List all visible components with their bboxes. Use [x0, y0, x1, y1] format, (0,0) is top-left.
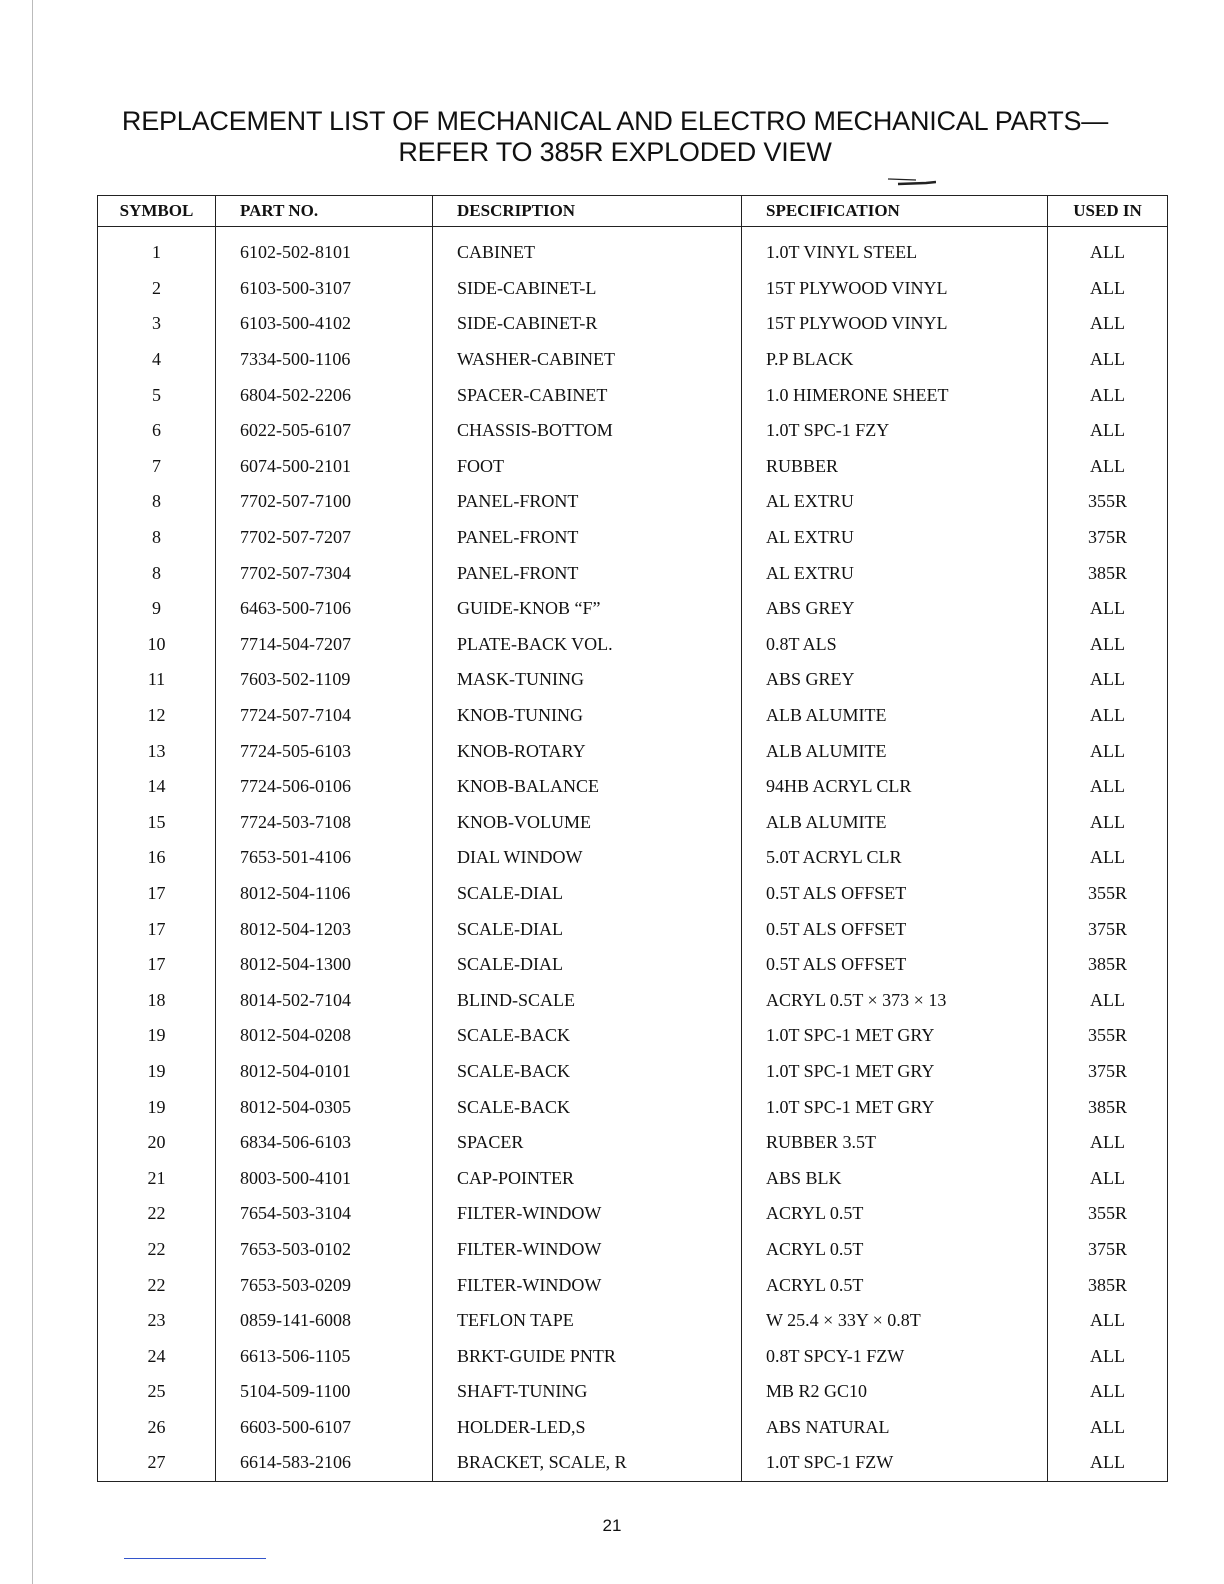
- parts-table-body: [98, 235, 1168, 1481]
- table-row: [98, 1089, 1168, 1125]
- cell-part-no: 6603-500-6107: [216, 1410, 433, 1446]
- cell-part-no: 8012-504-1300: [216, 947, 433, 983]
- cell-part-no: 6463-500-7106: [216, 591, 433, 627]
- table-row: [98, 627, 1168, 663]
- table-row: [98, 911, 1168, 947]
- header-symbol: SYMBOL: [98, 196, 216, 227]
- cell-specification: MB R2 GC10: [742, 1374, 1048, 1410]
- cell-used-in: ALL: [1048, 1338, 1168, 1374]
- cell-used-in: ALL: [1048, 662, 1168, 698]
- cell-symbol: 4: [98, 342, 216, 378]
- scan-margin-line: [32, 0, 33, 1584]
- table-row: [98, 1160, 1168, 1196]
- cell-part-no: 6834-506-6103: [216, 1125, 433, 1161]
- table-row: [98, 1410, 1168, 1446]
- cell-used-in: ALL: [1048, 271, 1168, 307]
- cell-used-in: 355R: [1048, 1018, 1168, 1054]
- table-row: [98, 306, 1168, 342]
- cell-symbol: 17: [98, 876, 216, 912]
- cell-part-no: 7724-503-7108: [216, 805, 433, 841]
- cell-description: SCALE-BACK: [433, 1018, 742, 1054]
- cell-description: SPACER-CABINET: [433, 377, 742, 413]
- cell-description: DIAL WINDOW: [433, 840, 742, 876]
- table-row: [98, 342, 1168, 378]
- cell-part-no: 7702-507-7304: [216, 555, 433, 591]
- cell-used-in: ALL: [1048, 840, 1168, 876]
- cell-description: CHASSIS-BOTTOM: [433, 413, 742, 449]
- cell-description: FILTER-WINDOW: [433, 1232, 742, 1268]
- cell-description: FILTER-WINDOW: [433, 1267, 742, 1303]
- cell-specification: AL EXTRU: [742, 555, 1048, 591]
- header-used-in: USED IN: [1048, 196, 1168, 227]
- cell-specification: 1.0 HIMERONE SHEET: [742, 377, 1048, 413]
- cell-specification: ALB ALUMITE: [742, 733, 1048, 769]
- table-row: [98, 1054, 1168, 1090]
- cell-symbol: 19: [98, 1018, 216, 1054]
- cell-used-in: 355R: [1048, 876, 1168, 912]
- cell-specification: 0.5T ALS OFFSET: [742, 876, 1048, 912]
- cell-specification: ACRYL 0.5T: [742, 1232, 1048, 1268]
- cell-used-in: ALL: [1048, 698, 1168, 734]
- cell-specification: 0.5T ALS OFFSET: [742, 947, 1048, 983]
- title-line-2: REFER TO 385R EXPLODED VIEW: [398, 137, 832, 167]
- table-header-row: [98, 196, 1168, 227]
- cell-description: PANEL-FRONT: [433, 520, 742, 556]
- cell-part-no: 8003-500-4101: [216, 1160, 433, 1196]
- cell-part-no: 7702-507-7100: [216, 484, 433, 520]
- table-row: [98, 1018, 1168, 1054]
- cell-specification: ALB ALUMITE: [742, 805, 1048, 841]
- cell-part-no: 7653-503-0209: [216, 1267, 433, 1303]
- table-row: [98, 520, 1168, 556]
- cell-part-no: 6103-500-4102: [216, 306, 433, 342]
- cell-symbol: 17: [98, 911, 216, 947]
- cell-symbol: 11: [98, 662, 216, 698]
- cell-symbol: 16: [98, 840, 216, 876]
- cell-symbol: 12: [98, 698, 216, 734]
- cell-description: PANEL-FRONT: [433, 555, 742, 591]
- cell-symbol: 25: [98, 1374, 216, 1410]
- cell-specification: 1.0T SPC-1 MET GRY: [742, 1054, 1048, 1090]
- table-row: [98, 1374, 1168, 1410]
- cell-specification: 5.0T ACRYL CLR: [742, 840, 1048, 876]
- cell-used-in: 385R: [1048, 1089, 1168, 1125]
- cell-used-in: 385R: [1048, 1267, 1168, 1303]
- table-row: [98, 805, 1168, 841]
- cell-description: TEFLON TAPE: [433, 1303, 742, 1339]
- cell-description: CABINET: [433, 235, 742, 271]
- cell-part-no: 7724-506-0106: [216, 769, 433, 805]
- cell-description: SCALE-DIAL: [433, 876, 742, 912]
- table-row: [98, 449, 1168, 485]
- table-row: [98, 876, 1168, 912]
- cell-symbol: 8: [98, 555, 216, 591]
- page-number: 21: [602, 1516, 622, 1535]
- cell-part-no: 8014-502-7104: [216, 982, 433, 1018]
- cell-specification: AL EXTRU: [742, 484, 1048, 520]
- cell-part-no: 7334-500-1106: [216, 342, 433, 378]
- cell-used-in: 375R: [1048, 1232, 1168, 1268]
- cell-symbol: 1: [98, 235, 216, 271]
- cell-used-in: ALL: [1048, 342, 1168, 378]
- cell-symbol: 17: [98, 947, 216, 983]
- cell-specification: ABS NATURAL: [742, 1410, 1048, 1446]
- table-row: [98, 1338, 1168, 1374]
- cell-specification: RUBBER 3.5T: [742, 1125, 1048, 1161]
- cell-description: WASHER-CABINET: [433, 342, 742, 378]
- table-row: [98, 377, 1168, 413]
- cell-part-no: 7724-507-7104: [216, 698, 433, 734]
- cell-used-in: 355R: [1048, 484, 1168, 520]
- cell-specification: AL EXTRU: [742, 520, 1048, 556]
- cell-specification: 0.5T ALS OFFSET: [742, 911, 1048, 947]
- cell-used-in: ALL: [1048, 377, 1168, 413]
- cell-specification: ABS GREY: [742, 591, 1048, 627]
- cell-description: SCALE-BACK: [433, 1054, 742, 1090]
- cell-description: SCALE-DIAL: [433, 911, 742, 947]
- cell-description: SCALE-BACK: [433, 1089, 742, 1125]
- table-row: [98, 947, 1168, 983]
- cell-specification: ACRYL 0.5T: [742, 1267, 1048, 1303]
- cell-specification: 94HB ACRYL CLR: [742, 769, 1048, 805]
- cell-part-no: 8012-504-0208: [216, 1018, 433, 1054]
- header-part-no: PART NO.: [216, 196, 433, 227]
- table-row: [98, 555, 1168, 591]
- cell-part-no: 8012-504-1106: [216, 876, 433, 912]
- cell-part-no: 5104-509-1100: [216, 1374, 433, 1410]
- cell-part-no: 6022-505-6107: [216, 413, 433, 449]
- cell-used-in: ALL: [1048, 733, 1168, 769]
- cell-used-in: ALL: [1048, 627, 1168, 663]
- cell-part-no: 6804-502-2206: [216, 377, 433, 413]
- cell-part-no: 6074-500-2101: [216, 449, 433, 485]
- cell-specification: RUBBER: [742, 449, 1048, 485]
- header-specification: SPECIFICATION: [742, 196, 1048, 227]
- cell-symbol: 13: [98, 733, 216, 769]
- cell-symbol: 21: [98, 1160, 216, 1196]
- cell-description: BRACKET, SCALE, R: [433, 1445, 742, 1481]
- cell-part-no: 8012-504-0101: [216, 1054, 433, 1090]
- table-row: [98, 235, 1168, 271]
- cell-used-in: ALL: [1048, 1160, 1168, 1196]
- cell-part-no: 0859-141-6008: [216, 1303, 433, 1339]
- cell-used-in: ALL: [1048, 306, 1168, 342]
- cell-specification: W 25.4 × 33Y × 0.8T: [742, 1303, 1048, 1339]
- cell-symbol: 15: [98, 805, 216, 841]
- cell-symbol: 24: [98, 1338, 216, 1374]
- cell-description: SIDE-CABINET-L: [433, 271, 742, 307]
- cell-symbol: 3: [98, 306, 216, 342]
- cell-symbol: 14: [98, 769, 216, 805]
- cell-symbol: 8: [98, 484, 216, 520]
- cell-description: FOOT: [433, 449, 742, 485]
- cell-specification: 1.0T SPC-1 MET GRY: [742, 1089, 1048, 1125]
- page-title: [60, 106, 1170, 168]
- table-row: [98, 840, 1168, 876]
- cell-part-no: 6614-583-2106: [216, 1445, 433, 1481]
- cell-specification: ACRYL 0.5T × 373 × 13: [742, 982, 1048, 1018]
- cell-part-no: 6102-502-8101: [216, 235, 433, 271]
- cell-specification: 15T PLYWOOD VINYL: [742, 271, 1048, 307]
- cell-symbol: 8: [98, 520, 216, 556]
- cell-description: SCALE-DIAL: [433, 947, 742, 983]
- cell-specification: 1.0T VINYL STEEL: [742, 235, 1048, 271]
- table-row: [98, 1445, 1168, 1481]
- cell-description: GUIDE-KNOB “F”: [433, 591, 742, 627]
- cell-symbol: 19: [98, 1054, 216, 1090]
- cell-used-in: 355R: [1048, 1196, 1168, 1232]
- cell-used-in: ALL: [1048, 1445, 1168, 1481]
- cell-description: FILTER-WINDOW: [433, 1196, 742, 1232]
- cell-symbol: 22: [98, 1232, 216, 1268]
- cell-symbol: 20: [98, 1125, 216, 1161]
- cell-specification: 1.0T SPC-1 MET GRY: [742, 1018, 1048, 1054]
- cell-specification: 0.8T SPCY-1 FZW: [742, 1338, 1048, 1374]
- cell-specification: 15T PLYWOOD VINYL: [742, 306, 1048, 342]
- cell-description: HOLDER-LED,S: [433, 1410, 742, 1446]
- cell-used-in: 385R: [1048, 947, 1168, 983]
- title-line-1: REPLACEMENT LIST OF MECHANICAL AND ELECTRO MECHANICAL PARTS—: [121, 106, 1109, 136]
- cell-symbol: 6: [98, 413, 216, 449]
- cell-description: KNOB-TUNING: [433, 698, 742, 734]
- table-row: [98, 982, 1168, 1018]
- arrow-mark-icon: [886, 176, 936, 188]
- cell-symbol: 19: [98, 1089, 216, 1125]
- cell-symbol: 22: [98, 1267, 216, 1303]
- header-spacer: [98, 227, 1168, 236]
- cell-specification: ALB ALUMITE: [742, 698, 1048, 734]
- cell-description: SHAFT-TUNING: [433, 1374, 742, 1410]
- cell-symbol: 2: [98, 271, 216, 307]
- cell-part-no: 7724-505-6103: [216, 733, 433, 769]
- cell-description: KNOB-VOLUME: [433, 805, 742, 841]
- cell-used-in: ALL: [1048, 1303, 1168, 1339]
- cell-description: PLATE-BACK VOL.: [433, 627, 742, 663]
- cell-used-in: ALL: [1048, 413, 1168, 449]
- table-row: [98, 769, 1168, 805]
- cell-part-no: 7714-504-7207: [216, 627, 433, 663]
- cell-specification: ACRYL 0.5T: [742, 1196, 1048, 1232]
- cell-part-no: 7653-501-4106: [216, 840, 433, 876]
- cell-used-in: 375R: [1048, 911, 1168, 947]
- header-description: DESCRIPTION: [433, 196, 742, 227]
- cell-specification: ABS BLK: [742, 1160, 1048, 1196]
- cell-part-no: 7654-503-3104: [216, 1196, 433, 1232]
- cell-symbol: 27: [98, 1445, 216, 1481]
- cell-symbol: 10: [98, 627, 216, 663]
- cell-symbol: 18: [98, 982, 216, 1018]
- cell-part-no: 7702-507-7207: [216, 520, 433, 556]
- cell-symbol: 5: [98, 377, 216, 413]
- cell-symbol: 22: [98, 1196, 216, 1232]
- cell-used-in: ALL: [1048, 1410, 1168, 1446]
- table-row: [98, 1303, 1168, 1339]
- cell-description: KNOB-BALANCE: [433, 769, 742, 805]
- cell-specification: 1.0T SPC-1 FZY: [742, 413, 1048, 449]
- table-row: [98, 733, 1168, 769]
- scan-underline: [124, 1558, 266, 1559]
- cell-part-no: 8012-504-0305: [216, 1089, 433, 1125]
- cell-description: SPACER: [433, 1125, 742, 1161]
- cell-used-in: ALL: [1048, 805, 1168, 841]
- cell-specification: ABS GREY: [742, 662, 1048, 698]
- cell-part-no: 8012-504-1203: [216, 911, 433, 947]
- cell-specification: P.P BLACK: [742, 342, 1048, 378]
- table-row: [98, 591, 1168, 627]
- cell-symbol: 9: [98, 591, 216, 627]
- cell-used-in: ALL: [1048, 591, 1168, 627]
- table-row: [98, 1196, 1168, 1232]
- cell-used-in: ALL: [1048, 1125, 1168, 1161]
- cell-part-no: 6103-500-3107: [216, 271, 433, 307]
- cell-used-in: ALL: [1048, 449, 1168, 485]
- cell-description: KNOB-ROTARY: [433, 733, 742, 769]
- cell-used-in: 375R: [1048, 520, 1168, 556]
- table-row: [98, 1232, 1168, 1268]
- cell-description: MASK-TUNING: [433, 662, 742, 698]
- cell-used-in: ALL: [1048, 1374, 1168, 1410]
- cell-specification: 0.8T ALS: [742, 627, 1048, 663]
- cell-used-in: 385R: [1048, 555, 1168, 591]
- cell-used-in: ALL: [1048, 235, 1168, 271]
- cell-description: SIDE-CABINET-R: [433, 306, 742, 342]
- table-row: [98, 1267, 1168, 1303]
- cell-used-in: ALL: [1048, 982, 1168, 1018]
- cell-part-no: 6613-506-1105: [216, 1338, 433, 1374]
- table-row: [98, 698, 1168, 734]
- cell-specification: 1.0T SPC-1 FZW: [742, 1445, 1048, 1481]
- table-row: [98, 271, 1168, 307]
- cell-description: BLIND-SCALE: [433, 982, 742, 1018]
- parts-table: [97, 195, 1168, 1482]
- table-row: [98, 1125, 1168, 1161]
- table-row: [98, 662, 1168, 698]
- cell-description: CAP-POINTER: [433, 1160, 742, 1196]
- table-row: [98, 413, 1168, 449]
- cell-part-no: 7653-503-0102: [216, 1232, 433, 1268]
- cell-used-in: 375R: [1048, 1054, 1168, 1090]
- cell-used-in: ALL: [1048, 769, 1168, 805]
- cell-symbol: 26: [98, 1410, 216, 1446]
- table-row: [98, 484, 1168, 520]
- cell-description: BRKT-GUIDE PNTR: [433, 1338, 742, 1374]
- cell-symbol: 7: [98, 449, 216, 485]
- cell-description: PANEL-FRONT: [433, 484, 742, 520]
- cell-part-no: 7603-502-1109: [216, 662, 433, 698]
- cell-symbol: 23: [98, 1303, 216, 1339]
